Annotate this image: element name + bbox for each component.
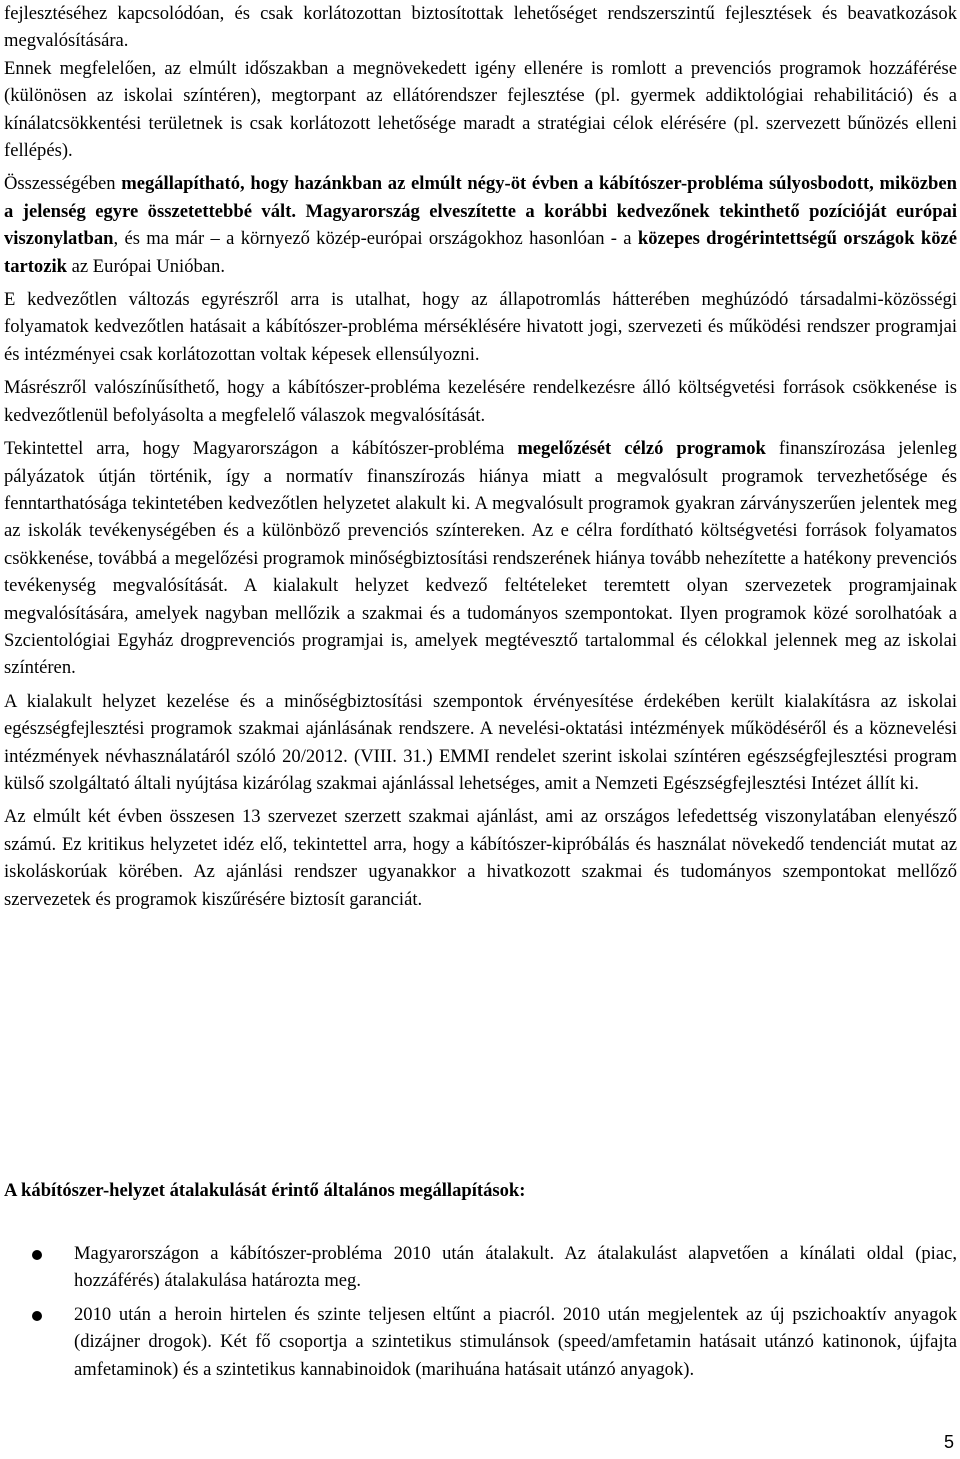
paragraph-prevention-funding (4, 435, 957, 682)
paragraph-organizations: Az elmúlt két évben összesen 13 szervezet szerzett szakmai ajánlást, ami az országos lefedettség viszonylatában elenyésző számú. Ez kritikus helyzetet idéz elő, tekintettel arra, hogy a kábítószer-kipróbálás és használat növekedő tendenciát mutat az iskoláskorúak körében. Az ajánlási rendszer ugyanakkor a hivatkozott szakmai és tudományos szempontokat mellőző szervezetek és programok kiszűrésére biztosít garanciát. (4, 806, 957, 910)
paragraph-summary (4, 170, 957, 280)
summary-space (296, 201, 305, 222)
prevention-body: finanszírozása jelenleg pályázatok útján történik, így a normatív finanszírozás hiánya miatt a megvalósult programok tervezhetősége és fenntarthatósága tekintetében kedvezőtlen helyzetet alakult ki. A megvalósult programok gyakran zárványszerűen jelentek meg az iskolák tevékenységében és a különböző prevenciós színtereken. Az e célra fordítható költségvetési források folyamatos csökkenése, továbbá a megelőzési programok minőségbiztosítási rendszerének hiánya tovább nehezítette a hatékony prevenciós tevékenység megvalósítását. A kialakult helyzet kedvező feltételeket teremtett olyan szervezetek programjainak megvalósítására, amelyek nagyban mellőzik a szakmai és a tudományos szempontokat. Ilyen programok közé sorolhatóak a Szcientológiai Egyház drogprevenciós programjai is, amelyek megtévesztő tartalommal és célokkal jelennek meg az iskolai színtéren. (4, 438, 957, 679)
prevention-bold: megelőzését célzó programok (517, 438, 766, 460)
summary-end: az Európai Unióban. (67, 255, 225, 277)
list-item (4, 1240, 957, 1295)
summary-intro: Összességében (4, 173, 122, 195)
paragraph-consequences: Ennek megfelelően, az elmúlt időszakban a megnövekedett igény ellenére is romlott a prevenciós programok hozzáférése (különösen az iskolai színtéren), megtorpant az ellátórendszer fejlesztése (pl. gyermek addiktológiai rehabilitáció) és a kínálatcsökkentési területnek is csak korlátozott lehetősége maradt a stratégiai célok elérésére (pl. szervezett bűnözés elleni fellépés). (4, 57, 957, 162)
list-item (4, 1301, 957, 1383)
paragraph-unfavorable-change: E kedvezőtlen változás egyrészről arra is utalhat, hogy az állapotromlás hátterében meghúzódó társadalmi-közösségi folyamatok kedvezőtlen hatásait a kábítószer-probléma mérséklésére hivatott jogi, szervezeti és működési rendszer programjai és intézményei csak korlátozottan voltak képesek ellensúlyozni. (4, 289, 957, 365)
document-body (4, 0, 957, 913)
list-item-text: Magyarországon a kábítószer-probléma 2010 után átalakult. Az átalakulást alapvetően a kínálati oldal (piac, hozzáférés) átalakulása határozta meg. (74, 1243, 957, 1292)
paragraph-budget: Másrészről valószínűsíthető, hogy a kábítószer-probléma kezelésére rendelkezésre álló költségvetési források csökkenése is kedvezőtlenül befolyásolta a megfelelő válaszok megvalósítását. (4, 377, 957, 426)
prevention-intro: Tekintettel arra, hogy Magyarországon a kábítószer-probléma (4, 438, 518, 460)
summary-middle: , és ma már – a környező közép-európai országokhoz hasonlóan - a (113, 228, 638, 250)
findings-list (4, 1240, 957, 1389)
bullet-icon (32, 1311, 42, 1321)
page-number: 5 (943, 1432, 954, 1452)
list-item-text: 2010 után a heroin hirtelen és szinte teljesen eltűnt a piacról. 2010 után megjelentek az új pszichoaktív anyagok (dizájner drogok). Két fő csoportja a szintetikus stimulánsok (speed/amfetamin hatásait utánzó katinonok, újfajta amfetaminok) és a szintetikus kannabinoidok (marihuána hatásait utánzó anyagok). (74, 1303, 957, 1380)
summary-bold-finding: megállapítható, hogy hazánkban az elmúlt négy-öt évben a kábítószer-probléma súlyosbodott, miközben a jelenség egyre összetettebbé vált. (4, 173, 957, 222)
summary-bold-position: Magyarország elveszítette a korábbi kedvezőnek tekinthető pozícióját európai viszonylatban (4, 200, 957, 250)
paragraph-recommendation-system: A kialakult helyzet kezelése és a minőségbiztosítási szempontok érvényesítése érdekében került kialakításra az iskolai egészségfejlesztési programok szakmai ajánlásának rendszere. A nevelési-oktatási intézmények működéséről és a köznevelési intézmények névhasználatáról szóló 20/2012. (VIII. 31.) EMMI rendelet szerint iskolai színtéren egészségfejlesztési program külső szolgáltató általi nyújtása kizárólag szakmai ajánlással lehetséges, amit a Nemzeti Egészségfejlesztési Intézet állít ki. (4, 690, 957, 794)
section-heading: A kábítószer-helyzet átalakulását érintő általános megállapítások: (4, 1180, 526, 1201)
summary-bold-category: közepes drogérintettségű országok közé tartozik (4, 228, 958, 277)
bullet-icon (32, 1250, 42, 1260)
paragraph-fragment: fejlesztéséhez kapcsolódóan, és csak korlátozottan biztosítottak lehetőséget rendszerszintű fejlesztések és beavatkozások megvalósítására. (4, 3, 957, 52)
